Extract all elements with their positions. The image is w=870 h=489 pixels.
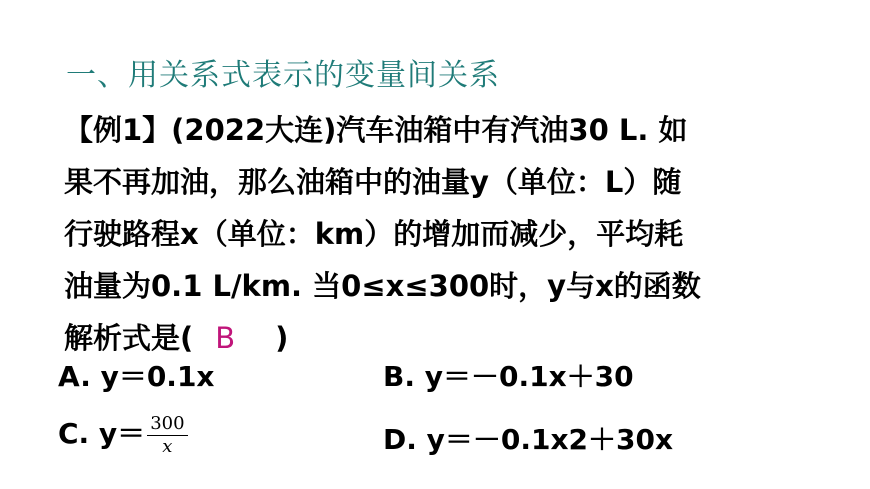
option-a: A. y＝0.1x (58, 360, 215, 393)
fraction-numerator: 300 (147, 413, 187, 436)
question-line-1: 【例1】(2022大连)汽车油箱中有汽油30 L. 如 (64, 113, 688, 147)
example-question (64, 104, 824, 364)
question-line-3: 行驶路程x（单位：km）的增加而减少，平均耗 (64, 217, 684, 251)
answer-close-paren: ) (275, 321, 289, 355)
question-line-2: 果不再加油，那么油箱中的油量y（单位：L）随 (64, 165, 682, 199)
option-c-prefix: C. y＝ (58, 417, 146, 450)
fraction-denominator: x (162, 435, 173, 457)
answer-prompt: 解析式是( (64, 321, 194, 355)
answer-value: B (215, 321, 236, 355)
fraction (147, 413, 187, 458)
section-heading: 一、用关系式表示的变量间关系 (66, 58, 500, 93)
option-d: D. y＝－0.1x2＋30x (383, 423, 674, 456)
option-b: B. y＝－0.1x＋30 (383, 360, 634, 393)
question-line-4: 油量为0.1 L/km. 当0≤x≤300时，y与x的函数 (64, 269, 701, 303)
option-c (58, 412, 188, 458)
